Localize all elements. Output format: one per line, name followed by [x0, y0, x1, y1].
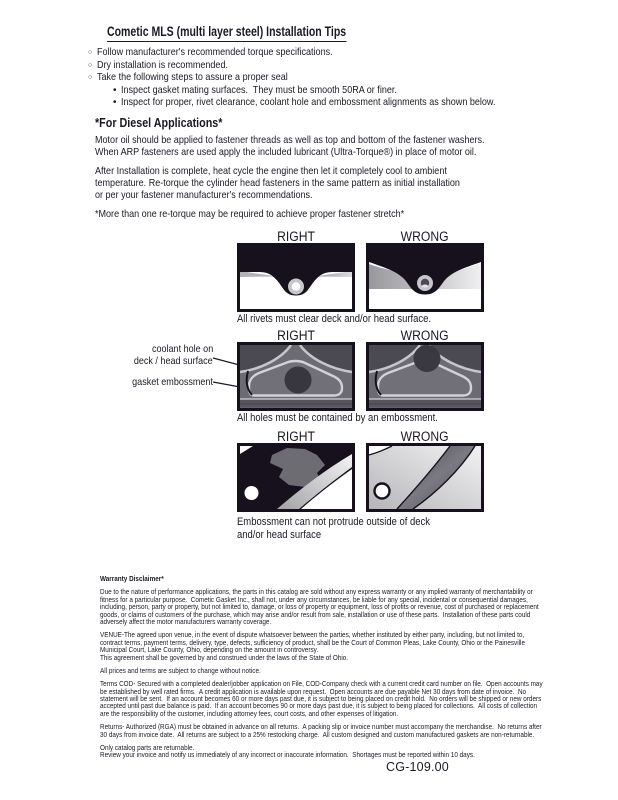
page-code: CG-109.00: [386, 760, 449, 774]
paragraph-line: temperature. Re-torque the cylinder head fasteners in the same pattern as initial installation: [95, 177, 460, 190]
retorque-note: *More than one re-torque may be required to achieve proper fastener stretch*: [95, 208, 405, 220]
wrong-label-row1: WRONG: [401, 229, 449, 244]
disclaimer-line: be established by well rated firms. A credit application is available upon request. Open accounts are due payable Net 30 days from date of invoice. No: [100, 686, 527, 696]
row3-caption: [237, 516, 461, 541]
diagram-holes-right-image: [237, 342, 355, 411]
disclaimer-paragraph: [100, 588, 612, 625]
diagram-rivet-right-image: [237, 243, 355, 312]
diesel-paragraph-1: [95, 134, 548, 158]
gasket-embossment-label: gasket embossment: [132, 376, 213, 388]
label-line: coolant hole on: [151, 343, 213, 355]
paragraph-line: or per your fastener manufacturer's recommendations.: [95, 189, 313, 202]
disclaimer-heading: Warranty Disclaimer*: [100, 574, 164, 583]
tip-text: Follow manufacturer's recommended torque specifications.: [97, 46, 333, 58]
tip-item: [88, 46, 556, 59]
disclaimer-line: contract terms, payment terms, delivery, type, defects, sufficiency of product, shall be the Court of Common Pleas, Lake County, Ohio or the Painesville: [100, 637, 525, 647]
wrong-label-row2: WRONG: [401, 328, 449, 343]
disclaimer-line: Review your invoice and notify us immediately of any incorrect or inaccurate information. Shortages must be reported within 10 days.: [100, 750, 475, 760]
circle-bullet-icon: ○: [88, 49, 93, 56]
disclaimer-line: Terms COD- Secured with a completed dealer/jobber application on File, COD-Company check with a current credit card number on file. Open accounts may: [100, 679, 543, 689]
embossment-right-svg: [237, 443, 355, 512]
disclaimer-line: VENUE-The agreed upon venue, in the event of dispute whatsoever between the parties, whether instituted by either party, including, but not limited to,: [100, 630, 525, 640]
tips-level2: [88, 84, 556, 109]
diesel-paragraph-2: [95, 165, 519, 202]
disclaimer-line: Returns- Authorized (RGA) must be obtained in advance on all returns. A packing slip or invoice number must accompany the merchandise. No returns after: [100, 722, 542, 732]
holes-right-svg: [237, 342, 355, 411]
page-title: [107, 23, 414, 42]
caption-line: and/or head surface: [237, 528, 322, 541]
disclaimer-line: statement will be sent. If an account becomes 60 or more days past due, it is subject to being placed on credit hold. No orders will be shipped or new orders: [100, 694, 542, 704]
disclaimer-line: including, person, party or property, but not limited to, damage, or loss of property or equipment, loss of profits or revenue, cost of purchased or replacement: [100, 602, 539, 612]
disclaimer-line: goods, or claims of customers of the purchase, which may arise and/or result from sale, installation or use of these parts. Installation of these parts could: [100, 609, 531, 619]
diagram-embossment-right-image: [237, 443, 355, 512]
rivet-wrong-svg: [366, 243, 484, 312]
disclaimer-line: This agreement shall be governed by and construed under the laws of the State of Ohio.: [100, 652, 349, 662]
disclaimer-line: fitness for a particular purpose. Cometic Gasket Inc., shall not, under any circumstances, be liable for any special, incidental or consequential damages,: [100, 594, 528, 604]
disclaimer-paragraph: [100, 680, 612, 717]
right-label-row3: RIGHT: [277, 429, 315, 444]
tip-sub-item: [113, 84, 556, 97]
disclaimer-paragraph: [100, 723, 612, 738]
disclaimer-paragraph: [100, 667, 612, 674]
dot-bullet-icon: •: [113, 84, 117, 96]
coolant-hole-label: [60, 344, 213, 367]
disclaimer-line: are the responsibility of the customer, including attorney fees, court costs, and other expenses of litigation.: [100, 708, 399, 718]
disclaimer-line: accepted until past due balance is paid. If an account becomes 90 or more days past due, it is subject to being placed for collections. All costs of collection: [100, 701, 538, 711]
warranty-disclaimer: [100, 575, 612, 765]
diagram-holes-wrong-image: [366, 342, 484, 411]
installation-tips-list: [88, 46, 556, 109]
disclaimer-line: Only catalog parts are returnable.: [100, 743, 195, 753]
rivet-right-svg: [237, 243, 355, 312]
tip-text: Take the following steps to assure a proper seal: [97, 71, 288, 84]
tip-sub-text: Inspect gasket mating surfaces. They must be smooth 50RA or finer.: [121, 83, 397, 96]
tip-item: [88, 59, 556, 72]
dot-bullet-icon: •: [113, 97, 117, 109]
tip-sub-text: Inspect for proper, rivet clearance, coolant hole and embossment alignments as shown below.: [121, 96, 496, 109]
diagram-rivet-wrong-image: [366, 243, 484, 312]
diagram-embossment-wrong-image: [366, 443, 484, 512]
right-label-row1: RIGHT: [277, 229, 315, 244]
disclaimer-line: Due to the nature of performance applications, the parts in this catalog are sold without any express warranty or any implied warranty of merchantability or: [100, 587, 533, 597]
holes-wrong-svg: [366, 342, 484, 411]
disclaimer-line: Municipal Court, Lake County, Ohio, depending on the amount in controversy.: [100, 645, 319, 655]
disclaimer-line: adversely affect the motor manufacturers warranty coverage.: [100, 616, 272, 626]
paragraph-line: After Installation is complete, heat cycle the engine then let it completely cool to ambient: [95, 165, 447, 177]
paragraph-line: When ARP fasteners are used apply the included lubricant (Ultra-Torque®) in place of motor oil.: [95, 146, 477, 159]
paragraph-line: Motor oil should be applied to fastener threads as well as top and bottom of the fastener washers.: [95, 134, 485, 146]
tip-text: Dry installation is recommended.: [97, 58, 228, 71]
embossment-wrong-svg: [366, 443, 484, 512]
circle-bullet-icon: ○: [88, 74, 93, 82]
disclaimer-paragraph: [100, 744, 612, 759]
tip-sub-item: [113, 96, 556, 109]
disclaimer-line: All prices and terms are subject to change without notice.: [100, 665, 261, 675]
caption-line: Embossment can not protrude outside of deck: [237, 516, 430, 528]
disclaimer-paragraph: [100, 631, 612, 661]
tips-level1: [88, 46, 556, 84]
label-line: deck / head surface: [134, 354, 213, 367]
wrong-label-row3: WRONG: [401, 429, 449, 444]
disclaimer-line: 30 days from invoice date. All returns are subject to a 25% restocking charge. All custom designed and custom manufactured gaskets are non-returnable.: [100, 729, 535, 739]
diesel-heading: *For Diesel Applications*: [95, 116, 223, 130]
tip-item: [88, 71, 556, 84]
right-label-row2: RIGHT: [277, 328, 315, 343]
row1-caption: All rivets must clear deck and/or head surface.: [237, 313, 432, 325]
page-title-text: Cometic MLS (multi layer steel) Installation Tips: [107, 24, 346, 42]
row2-caption: All holes must be contained by an embossment.: [237, 412, 438, 424]
circle-bullet-icon: ○: [88, 61, 93, 69]
